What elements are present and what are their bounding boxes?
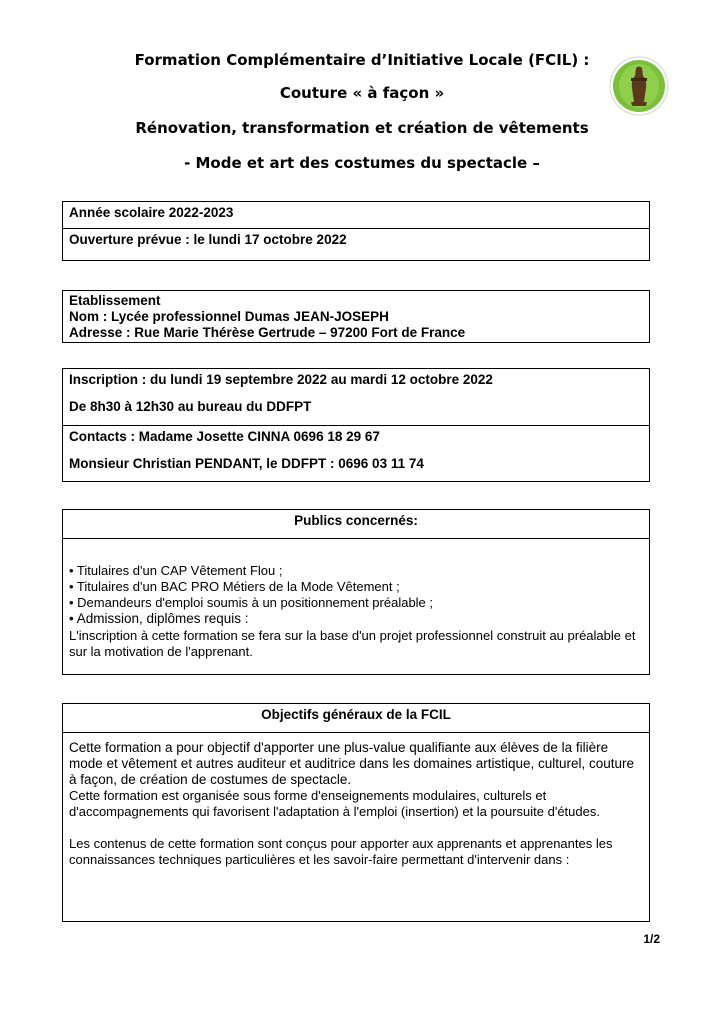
registration-dates: Inscription : du lundi 19 septembre 2022 au mardi 12 octobre 2022 (69, 372, 493, 387)
objectives-box (62, 703, 650, 922)
registration-dates-section (63, 369, 649, 426)
page-number: 1/2 (643, 932, 660, 946)
title-line-2: Couture « à façon » (279, 84, 445, 102)
objectives-para-3: Les contenus de cette formation sont conçus pour apporter aux apprenants et apprenantes les connaissances techniques particulières et les savoir-faire permettant d'intervenir dans : (69, 836, 613, 867)
title-line-4: - Mode et art des costumes du spectacle – (184, 154, 540, 172)
objectives-para-1: Cette formation a pour objectif d'apporter une plus-value qualifiante aux élèves de la filière mode et vêtement et autres auditeur et auditrice dans les domaines artistique, culturel, couture à façon, de création de costumes de spectacle. (69, 740, 635, 787)
publics-heading: Publics concernés: (63, 510, 649, 539)
school-year: Année scolaire 2022-2023 (63, 202, 649, 229)
school-address: Adresse : Rue Marie Thérèse Gertrude – 97200 Fort de France (69, 325, 466, 340)
registration-box (62, 368, 650, 482)
title-line-3: Rénovation, transformation et création de vêtements (135, 119, 589, 137)
year-box (62, 201, 650, 261)
publics-note: L'inscription à cette formation se fera sur la base d'un projet professionnel construit au préalable et sur la motivation de l'apprenant. (69, 628, 636, 659)
contacts-section (63, 426, 649, 481)
publics-box (62, 509, 650, 675)
publics-item: • Demandeurs d'emploi soumis à un positionnement préalable ; (69, 595, 434, 610)
school-box (62, 290, 650, 343)
contact-2: Monsieur Christian PENDANT, le DDFPT : 0696 03 11 74 (69, 456, 424, 471)
publics-item: • Titulaires d'un CAP Vêtement Flou ; (69, 563, 283, 578)
objectives-para-2: Cette formation est organisée sous forme d'enseignements modulaires, culturels et d'accompagnements qui favorisent l'adaptation à l'emploi (insertion) et la poursuite d'études. (69, 788, 600, 819)
contact-1: Contacts : Madame Josette CINNA 0696 18 29 67 (69, 429, 380, 444)
school-name: Nom : Lycée professionnel Dumas JEAN-JOSEPH (69, 309, 389, 324)
school-logo-icon (609, 56, 669, 116)
opening-date: Ouverture prévue : le lundi 17 octobre 2022 (69, 232, 347, 247)
registration-hours: De 8h30 à 12h30 au bureau du DDFPT (69, 399, 312, 414)
publics-item: • Titulaires d'un BAC PRO Métiers de la Mode Vêtement ; (69, 579, 400, 594)
objectives-heading: Objectifs généraux de la FCIL (63, 704, 649, 733)
school-label: Etablissement (69, 293, 161, 308)
title-line-1: Formation Complémentaire d’Initiative Locale (FCIL) : (134, 51, 590, 69)
publics-item: • Admission, diplômes requis : (69, 611, 249, 626)
